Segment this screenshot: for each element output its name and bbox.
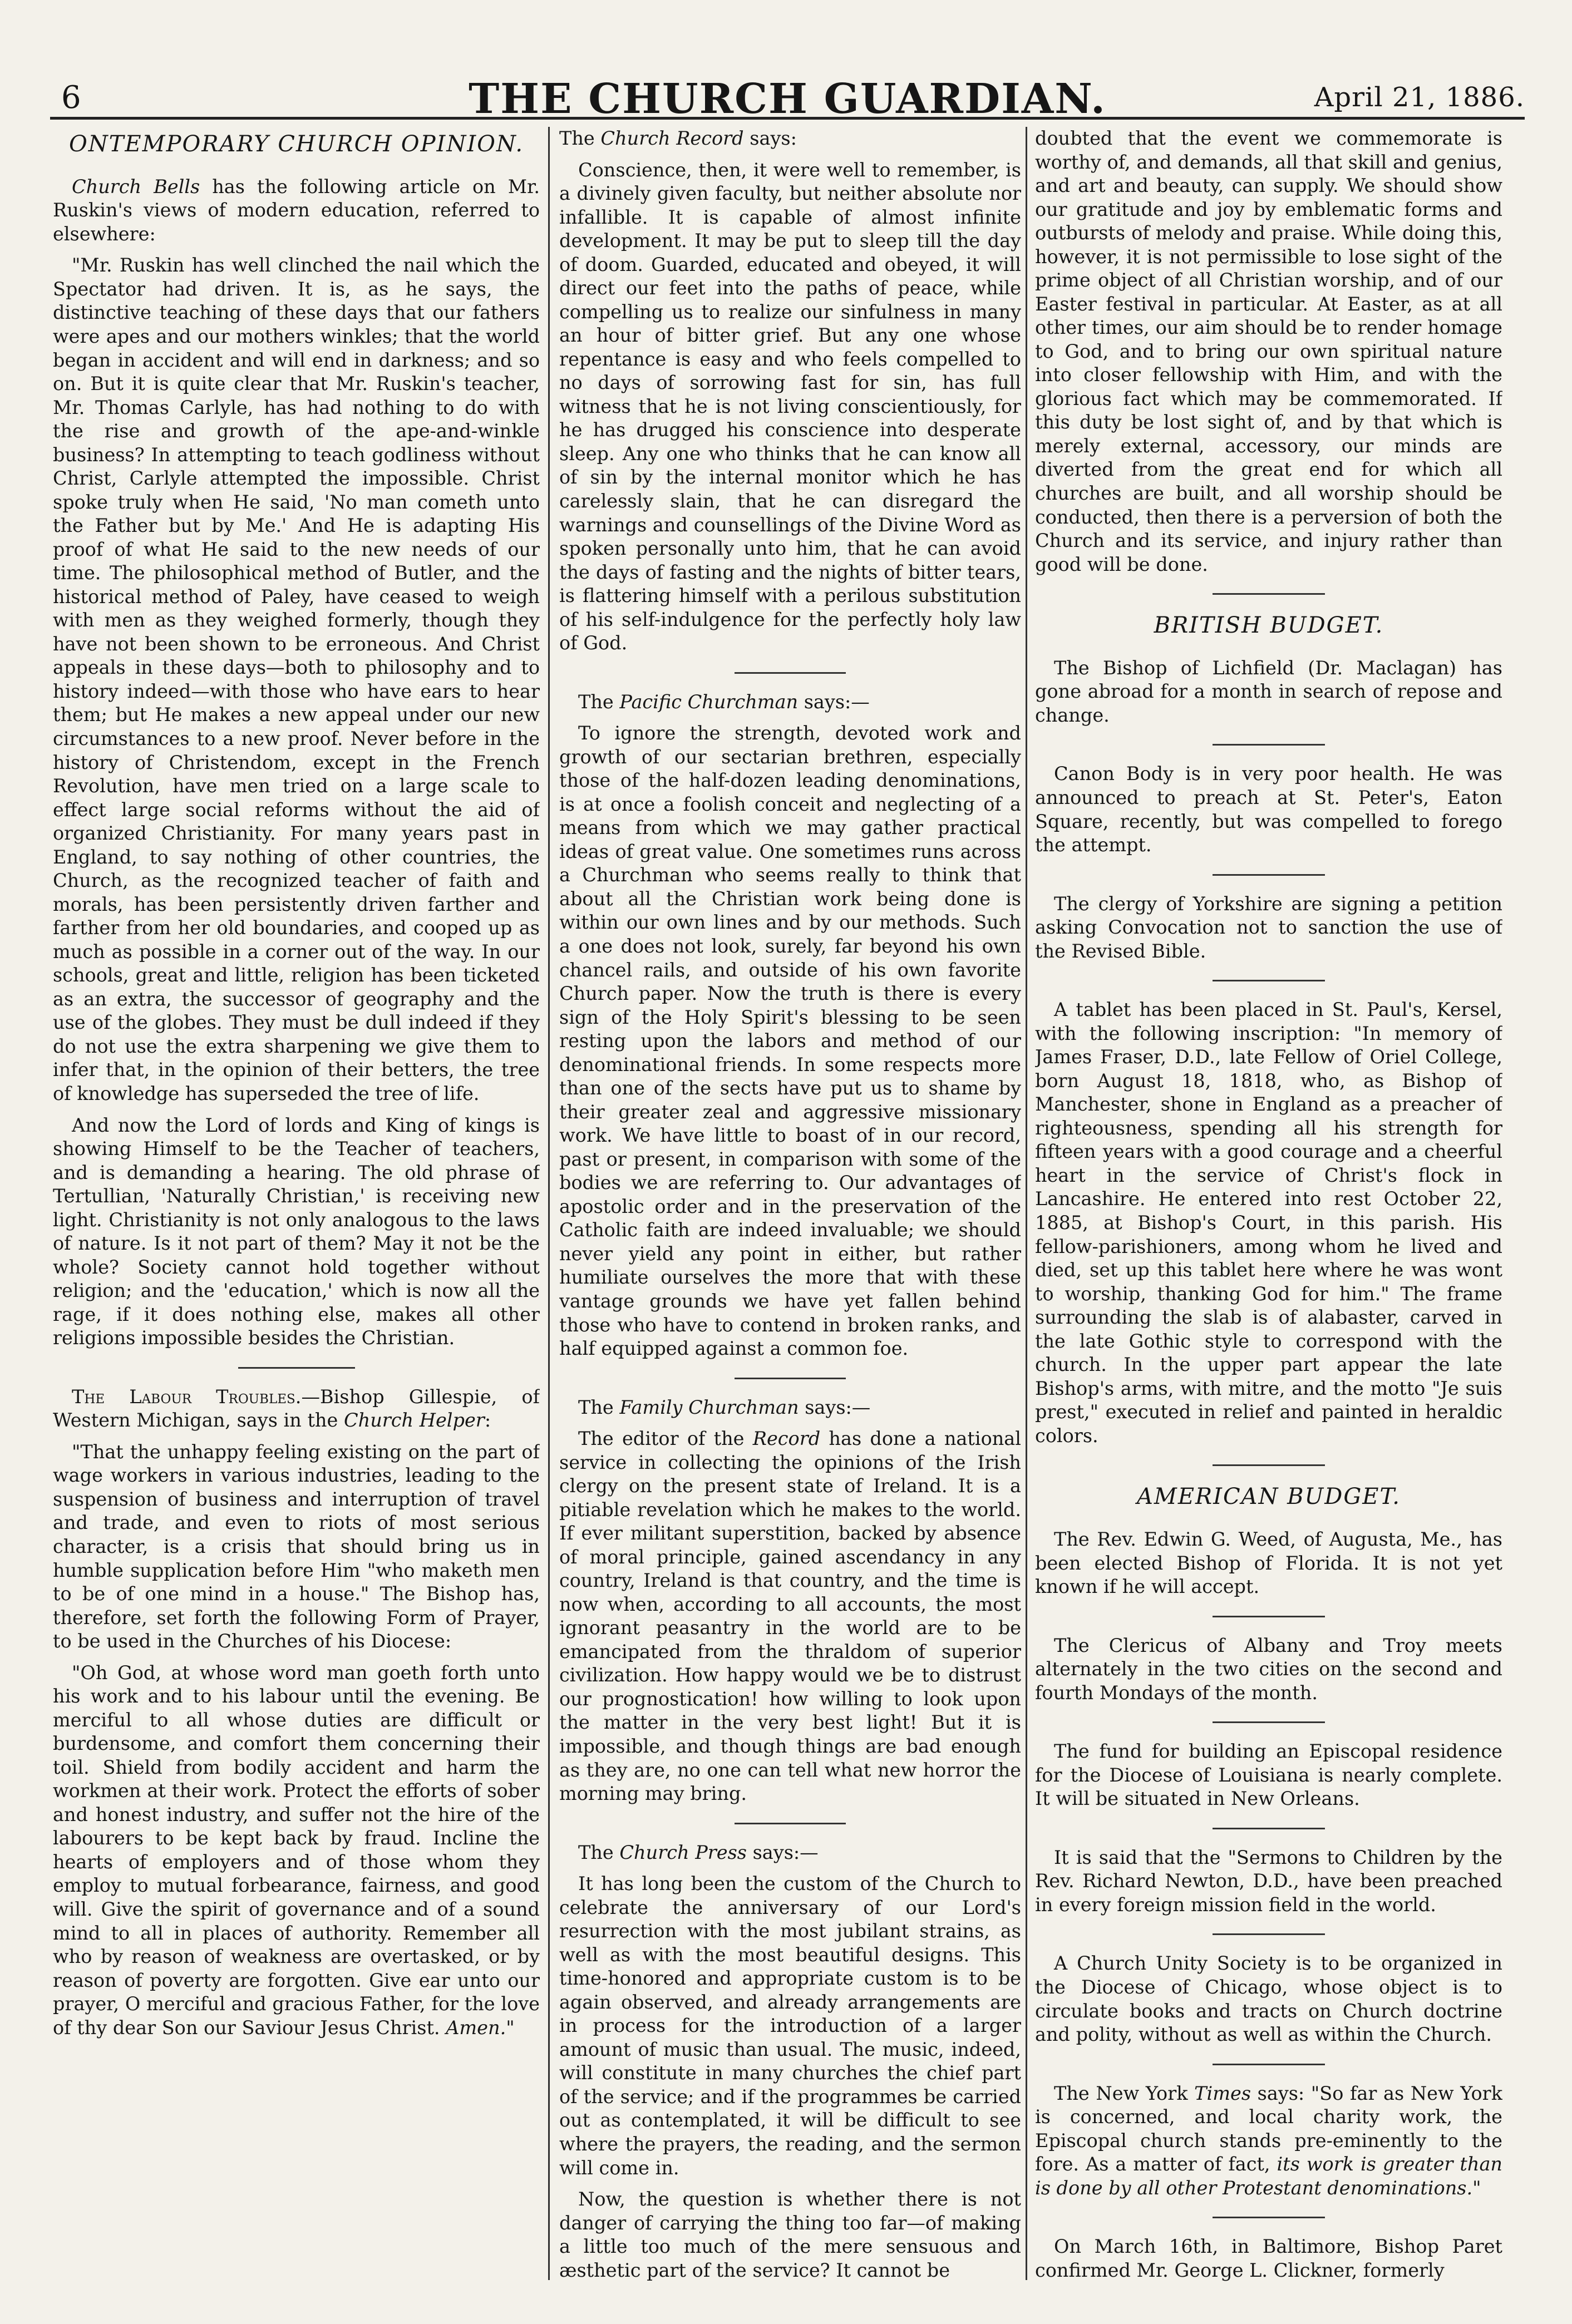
divider xyxy=(1213,593,1325,595)
divider xyxy=(735,1823,845,1824)
newspaper-title: THE CHURCH GUARDIAN. xyxy=(469,75,1106,123)
article-intro: The Church Record says: xyxy=(559,127,797,149)
divider xyxy=(1213,1721,1325,1723)
news-item: It is said that the "Sermons to Children by the Rev. Richard Newton, D.D., have been preached in every foreign mission field in the world. xyxy=(1035,1846,1502,1916)
emphasized-quote: its work is greater than is done by all other Protestant denominations. xyxy=(1035,2153,1502,2199)
page-number: 6 xyxy=(61,80,81,116)
issue-date: April 21, 1886. xyxy=(1314,82,1525,113)
article-paragraph: "That the unhappy feeling existing on the part of wage workers in various industries, leading to the suspension of business and interruption of travel and trade, and even to riots of most serious character, is a crisis that should bring us in humble supplication before Him "who maketh men to be of one mind in a house." The Bishop has, therefore, set forth the following Form of Prayer, to be used in the Churches of his Diocese: xyxy=(53,1440,540,1652)
news-item: The Bishop of Lichfield (Dr. Maclagan) has gone abroad for a month in search of repose and change. xyxy=(1035,657,1502,726)
article-paragraph: Now, the question is whether there is not danger of carrying the thing too far—of making a little too much of the mere sensuous and æsthetic part of the service? It cannot be xyxy=(559,2188,1021,2281)
divider xyxy=(1213,2217,1325,2218)
divider xyxy=(1213,874,1325,876)
article-paragraph: doubted that the event we commemorate is worthy of, and demands, all that skill and genius, and art and beauty, can supply. We should show our gratitude and joy by emblematic forms and outbursts of melody and praise. While doing this, however, it is not permissible to lose sight of the prime object of all Christian worship, and of our Easter festival in particular. At Easter, as at all other times, our aim should be to render homage to God, and to bring our own spiritual nature into closer fellowship with Him, and with the glorious fact which may be commemorated. If this duty be lost sight of, and by that which is merely external, accessory, our minds are diverted from the great end for which all churches are built, and all worship should be conducted, then there is a perversion of both the Church and its service, and injury rather than good will be done. xyxy=(1035,127,1502,575)
column-1 xyxy=(53,127,540,2286)
article-paragraph: It has long been the custom of the Church to celebrate the anniversary of our Lord's resurrection with the most jubilant strains, as well as with the most beautiful designs. This time-honored and appropriate custom is to be again observed, and already arrangements are in process for the introduction of a larger amount of music than usual. The music, indeed, will constitute in many churches the chief part of the service; and if the programmes be carried out as contemplated, it will be difficult to see where the prayers, the reading, and the sermon will come in. xyxy=(559,1873,1021,2179)
article-intro: Church Bells has the following article on Mr. Ruskin's views of modern education, referred to elsewhere: xyxy=(53,175,540,245)
news-item: The New York Times says: "So far as New York is concerned, and local charity work, the Episcopal church stands pre-eminently to the fore. As a matter of fact, its work is greater than is done by all other Protestant denominations." xyxy=(1035,2082,1502,2199)
news-item: The Clericus of Albany and Troy meets alternately in the two cities on the second and fourth Mondays of the month. xyxy=(1035,1634,1502,1704)
divider xyxy=(735,1378,845,1379)
news-item: The fund for building an Episcopal residence for the Diocese of Louisiana is nearly complete. It will be situated in New Orleans. xyxy=(1035,1740,1502,1810)
divider xyxy=(735,672,845,674)
prayer-paragraph: "Oh God, at whose word man goeth forth unto his work and to his labour until the evening. Be merciful to all whose duties are difficult or burdensome, and comfort them concerning their toil. Shield from bodily accident and harm the workmen at their work. Protect the efforts of sober and honest industry, and suffer not the hire of the labourers to be kept back by fraud. Incline the hearts of employers and of those whom they employ to mutual forbearance, fairness, and good will. Give the spirit of governance and of a sound mind to all in places of authority. Remember all who by reason of weakness are overtasked, or by reason of poverty are forgotten. Give ear unto our prayer, O merciful and gracious Father, for the love of thy dear Son our Saviour Jesus Christ. Amen." xyxy=(53,1661,540,2039)
divider xyxy=(1213,980,1325,981)
news-item: On March 16th, in Baltimore, Bishop Paret confirmed Mr. George L. Clickner, formerly xyxy=(1035,2236,1502,2281)
divider xyxy=(238,1367,355,1369)
column-rule-2 xyxy=(1026,127,1027,2280)
divider xyxy=(1213,1464,1325,1466)
section-heading-contemporary-opinion: ONTEMPORARY CHURCH OPINION. xyxy=(68,131,524,157)
news-item: A tablet has been placed in St. Paul's, Kersel, with the following inscription: "In memory of James Fraser, D.D., late Fellow of Oriel College, born August 18, 1818, who, as Bishop of Manchester, shone in England as a preacher of righteousness, spending all his strength for fifteen years with a good courage and a cheerful heart in the service of Christ's flock in Lancashire. He entered into rest October 22, 1885, at Bishop's Court, in this parish. His fellow-parishioners, among whom he lived and died, set up this tablet here where he was wont to worship, thanking God for him." The frame surrounding the slab is of alabaster, carved in the late Gothic style to correspond with the church. In the upper part appear the late Bishop's arms, with mitre, and the motto "Je suis prest," executed in relief and painted in heraldic colors. xyxy=(1035,999,1502,1447)
news-item: A Church Unity Society is to be organized in the Diocese of Chicago, whose object is to circulate books and tracts on Church doctrine and polity, without as well as within the Church. xyxy=(1035,1952,1502,2046)
article-intro: The Labour Troubles.—Bishop Gillespie, of Western Michigan, says in the Church Helper: xyxy=(53,1385,540,1432)
publication-name: Family Churchman xyxy=(619,1396,799,1418)
column-2 xyxy=(559,127,1021,2286)
section-heading-british-budget: BRITISH BUDGET. xyxy=(1154,613,1384,639)
news-item: The Rev. Edwin G. Weed, of Augusta, Me., has been elected Bishop of Florida. It is not yet known if he will accept. xyxy=(1035,1528,1502,1598)
divider xyxy=(1213,744,1325,746)
article-intro: The Pacific Churchman says:— xyxy=(578,690,870,713)
divider xyxy=(1213,1616,1325,1617)
publication-name: Record xyxy=(752,1428,821,1450)
article-title: The Labour Troubles. xyxy=(72,1385,302,1408)
publication-name: Church Helper xyxy=(343,1409,485,1432)
news-item: The clergy of Yorkshire are signing a petition asking Convocation not to sanction the use of the Revised Bible. xyxy=(1035,892,1502,962)
divider xyxy=(1213,1828,1325,1829)
publication-name: Church Press xyxy=(619,1841,747,1863)
publication-name: Pacific Churchman xyxy=(619,690,799,713)
article-intro: The Family Churchman says:— xyxy=(578,1396,871,1418)
masthead xyxy=(50,70,1525,123)
divider xyxy=(1213,1933,1325,1935)
article-intro: The Church Press says:— xyxy=(578,1841,819,1863)
divider xyxy=(1213,2064,1325,2065)
prayer-amen: Amen." xyxy=(446,2016,515,2039)
news-item: Canon Body is in very poor health. He was announced to preach at St. Peter's, Eaton Square, recently, but was compelled to forego the attempt. xyxy=(1035,763,1502,856)
article-paragraph: Conscience, then, it were well to remember, is a divinely given faculty, but neither absolute nor infallible. It is capable of almost infinite development. It may be put to sleep till the day of doom. Guarded, educated and obeyed, it will direct our feet into the paths of peace, while compelling us to realize our sinfulness in many an hour of bitter grief. But any one whose repentance is easy and who feels compelled to no days of sorrowing fast for sin, has full witness that he is not living conscientiously, for he has drugged his conscience into desperate sleep. Any one who thinks that he can know all of sin by the internal monitor which he has carelessly slain, that he can disregard the warnings and counsellings of the Divine Word as spoken personally unto him, that he can avoid the days of fasting and the nights of bitter tears, is flattering himself with a perilous substitution of his self-indulgence for the perfectly holy law of God. xyxy=(559,159,1021,654)
article-paragraph: To ignore the strength, devoted work and growth of our sectarian brethren, especially those of the half-dozen leading denominations, is at once a foolish conceit and neglecting of a means from which we may gather practical ideas of great value. One sometimes runs across a Churchman who seems really to think that about all the Christian work being done is within our own lines and by our methods. Such a one does not look, surely, far beyond his own chancel rails, and outside of his own favorite Church paper. Now the truth is there is every sign of the Holy Spirit's blessing to be seen resting upon the labors and method of our denominational friends. In some respects more than one of the sects have put us to shame by their greater zeal and aggressive missionary work. We have little to boast of in our record, past or present, in comparison with some of the bodies we are referring to. Our advantages of apostolic order and in the preservation of the Catholic faith are indeed invaluable; we should never yield any point in either, but rather humiliate ourselves the more that with these vantage grounds we have yet fallen behind those who have to contend in broken ranks, and half equipped against a common foe. xyxy=(559,722,1021,1360)
publication-name: Church Bells xyxy=(72,175,200,198)
publication-name: Church Record xyxy=(600,127,744,149)
section-heading-american-budget: AMERICAN BUDGET. xyxy=(1136,1484,1401,1510)
article-paragraph: "Mr. Ruskin has well clinched the nail which the Spectator had driven. It is, as he says, the distinctive teaching of these days that our fathers were apes and our mothers winkles; that the world began in accident and will end in darkness; and so on. But it is quite clear that Mr. Ruskin's teacher, Mr. Thomas Carlyle, has had nothing to do with the rise and growth of the ape-and-winkle business? In attempting to teach godliness without Christ, Carlyle attempted the impossible. Christ spoke truly when He said, 'No man cometh unto the Father but by Me.' And He is adapting His proof of what He said to the new needs of our time. The philosophical method of Butler, and the historical method of Paley, have ceased to weigh with men as they weighed formerly, though they have not been shown to be erroneous. And Christ appeals in these days—both to philosophy and to history indeed—with those who have ears to hear them; but He makes a new appeal under our new circumstances to a new proof. Never before in the history of Christendom, except in the French Revolution, have men tried on a large scale to effect large social reforms without the aid of organized Christianity. For many years past in England, to say nothing of other countries, the Church, as the recognized teacher of faith and morals, has been persistently driven farther and farther from her old boundaries, and cooped up as much as possible in a corner out of the way. In our schools, great and little, religion has been ticketed as an extra, the successor of geography and the use of the globes. They must be dull indeed if they do not use the extra sharpening we give them to infer that, in the opinion of their betters, the tree of knowledge has superseded the tree of life. xyxy=(53,254,540,1104)
publication-name: Times xyxy=(1194,2082,1251,2104)
article-paragraph: And now the Lord of lords and King of kings is showing Himself to be the Teacher of teachers, and is demanding a hearing. The old phrase of Tertullian, 'Naturally Christian,' is receiving new light. Christianity is not only analogous to the laws of nature. Is it not part of them? May it not be the whole? Society cannot hold together without religion; and the 'education,' which is now all the rage, if it does nothing else, makes all other religions impossible besides the Christian. xyxy=(53,1114,540,1349)
column-rule-1 xyxy=(548,127,550,2280)
column-3 xyxy=(1035,127,1502,2286)
article-paragraph: The editor of the Record has done a national service in collecting the opinions of the Irish clergy on the present state of Ireland. It is a pitiable revelation which he makes to the world. If ever militant superstition, backed by absence of moral principle, gained ascendancy in any country, Ireland is that country, and the time is now when, according to all accounts, the most ignorant peasantry in the world are to be emancipated from the thraldom of superior civilization. How happy would we be to distrust our prognostication! how willing to look upon the matter in the very best light! But it is impossible, and though things are bad enough as they are, no one can tell what new horror the morning may bring. xyxy=(559,1428,1021,1805)
